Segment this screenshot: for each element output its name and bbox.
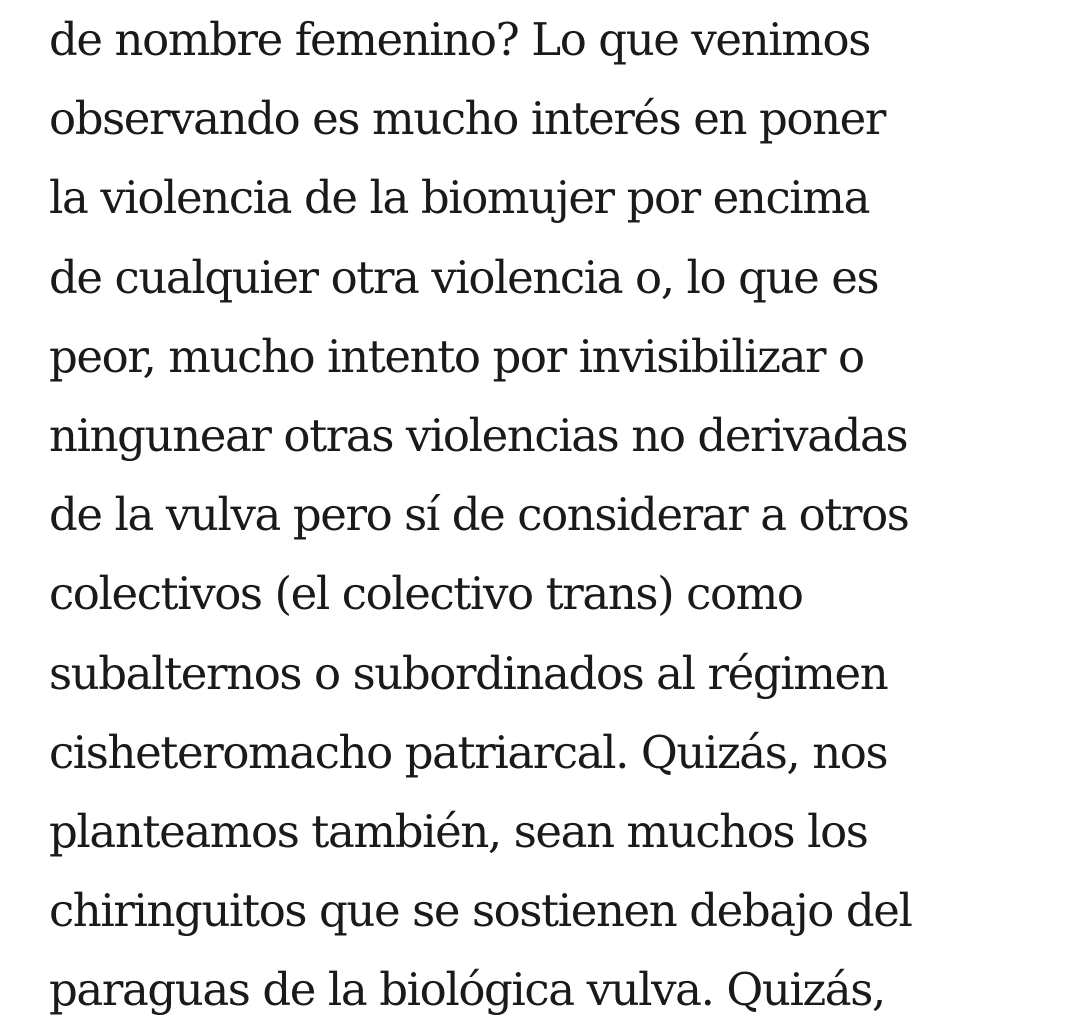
paragraph-line: paraguas de la biológica vulva. Quizás, [49,963,885,1017]
article-paragraph [49,0,1069,1029]
paragraph-line: de nombre femenino? Lo que venimos [49,13,870,66]
paragraph-line: peor, mucho intento por invisibilizar o [49,329,864,383]
paragraph-line: de cualquier otra violencia o, lo que es [49,250,879,304]
paragraph-line: la violencia de la biomujer por encima [49,171,869,225]
paragraph-line: cisheteromacho patriarcal. Quizás, nos [49,725,888,779]
paragraph-line: subalternos o subordinados al régimen [49,646,888,700]
paragraph-line: planteamos también, sean muchos los [49,804,868,858]
paragraph-line: de la vulva pero sí de considerar a otros [49,488,909,542]
paragraph-line: ningunear otras violencias no derivadas [49,408,908,462]
paragraph-line: chiringuitos que se sostienen debajo del [49,884,912,938]
paragraph-line: colectivos (el colectivo trans) como [49,567,803,621]
paragraph-line: observando es mucho interés en poner [49,92,885,146]
